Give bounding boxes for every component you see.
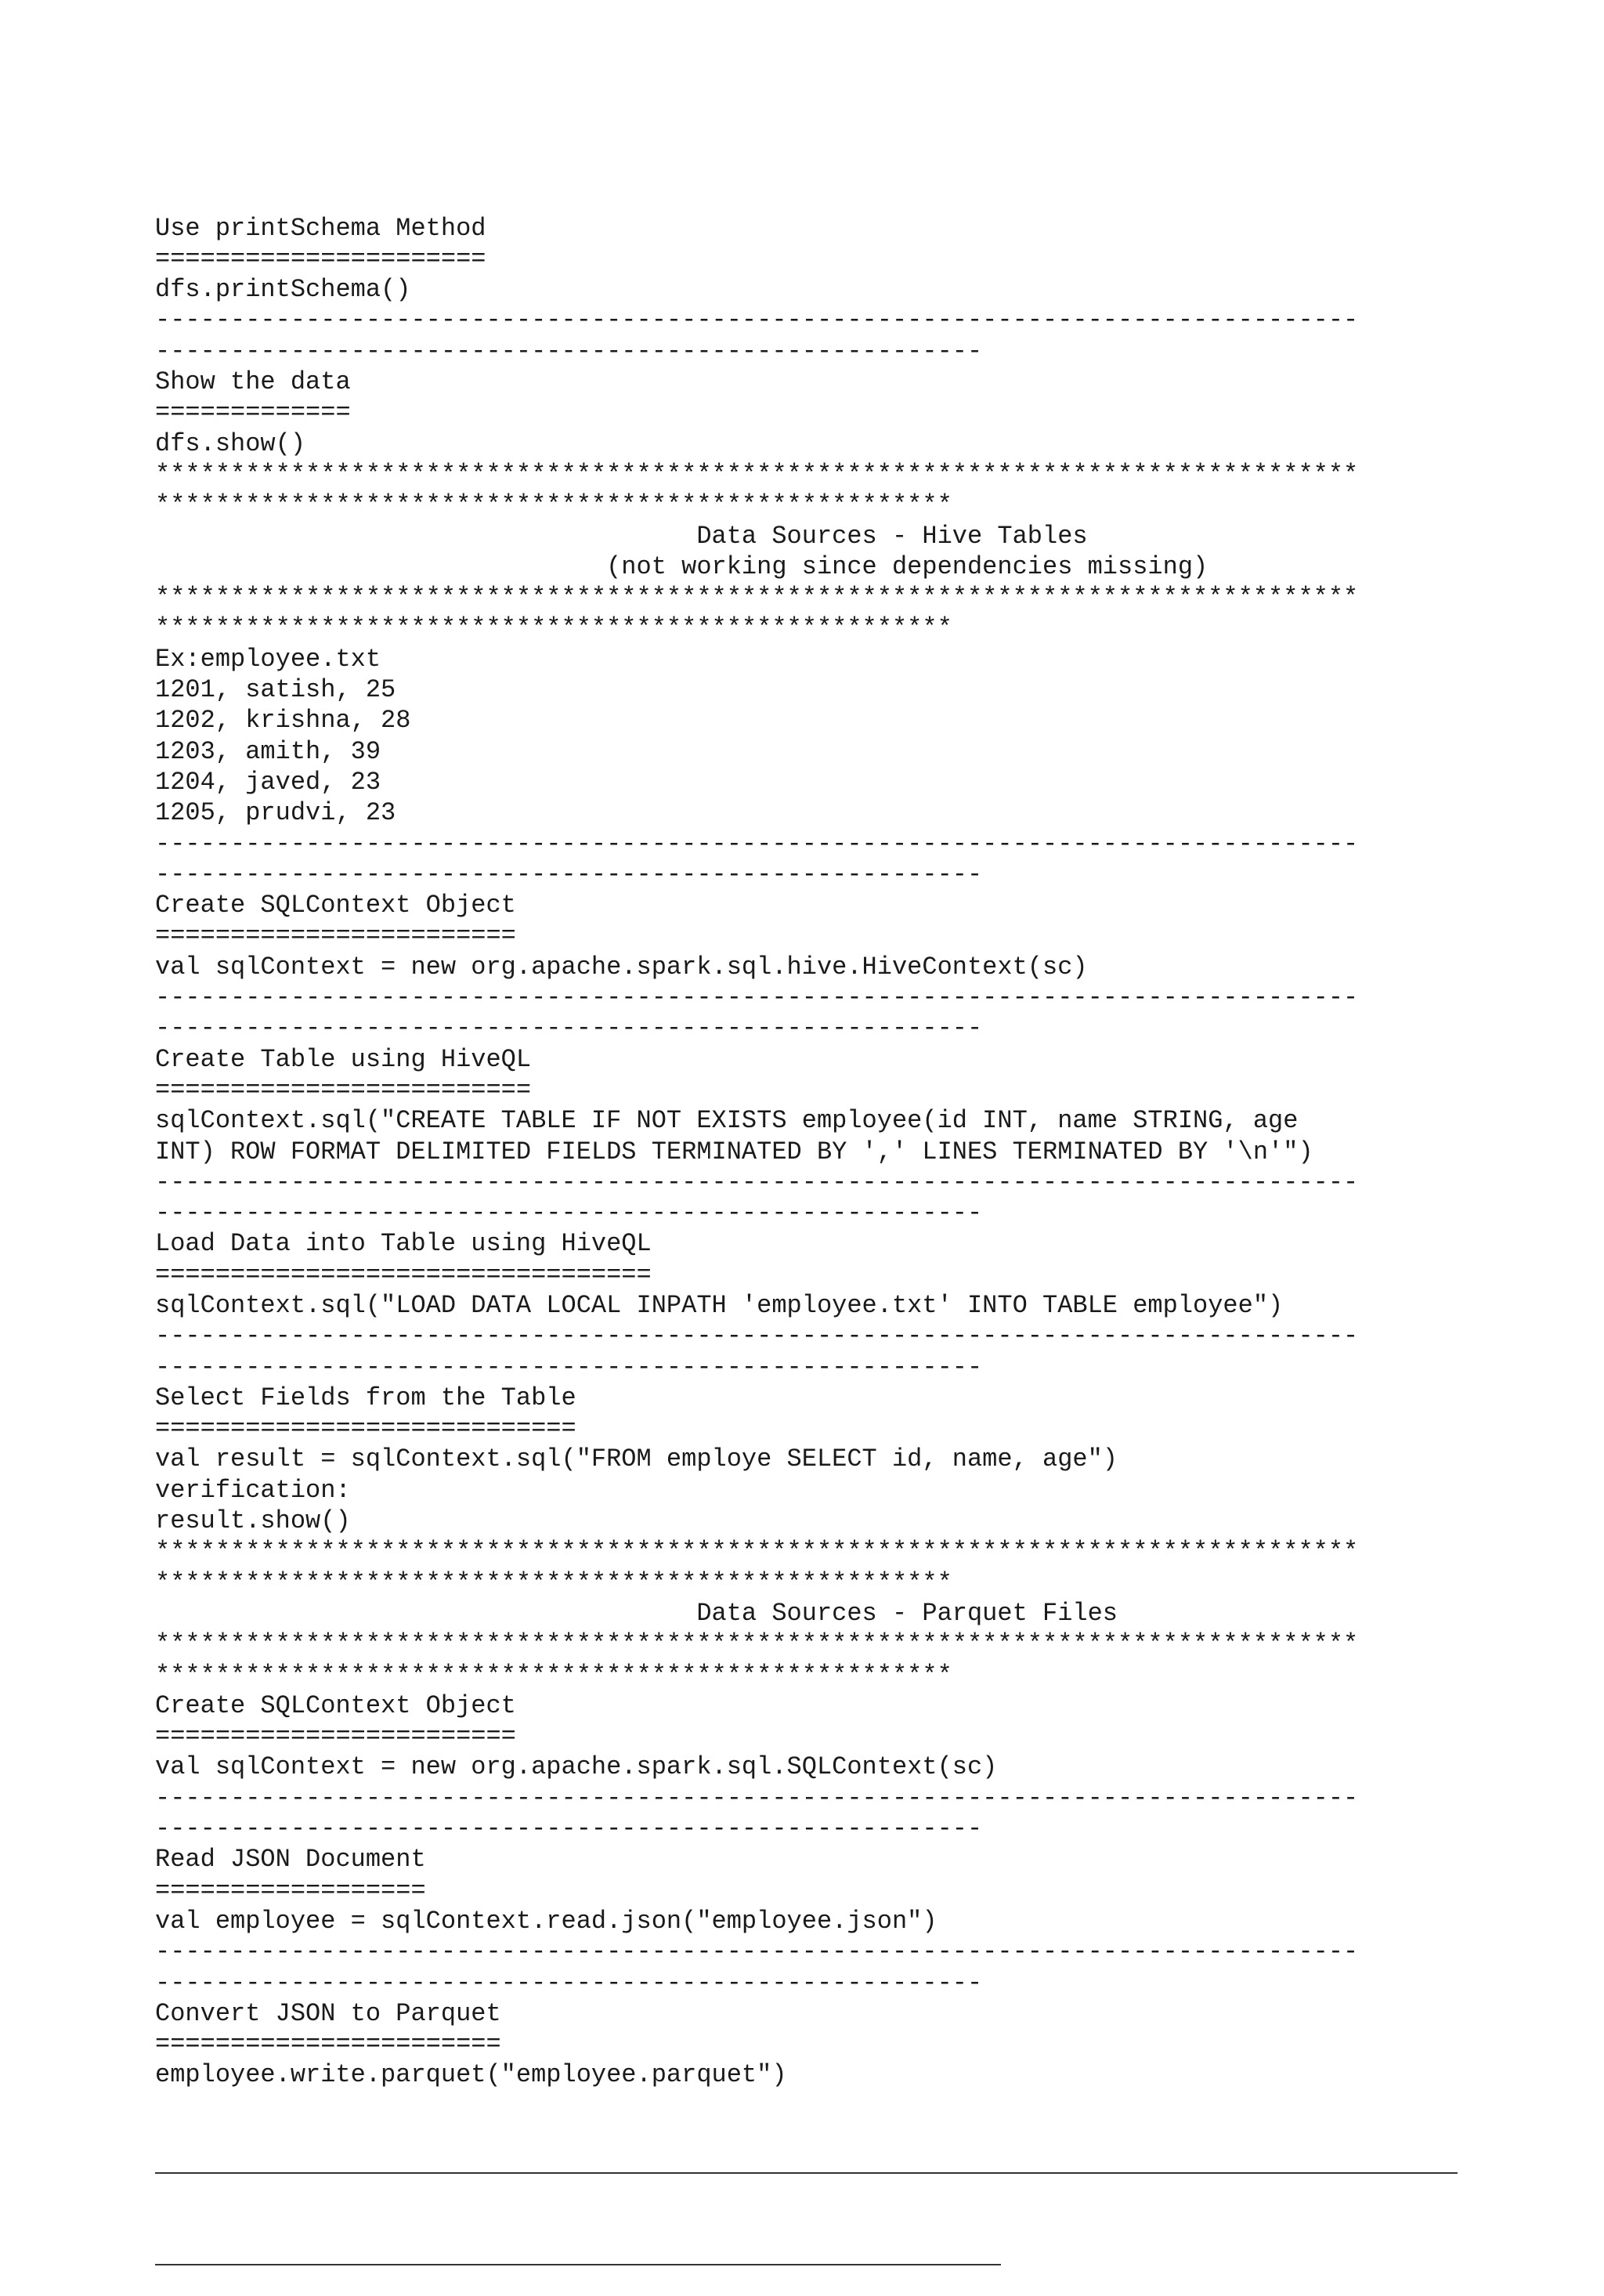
text-line: Create Table using HiveQL — [155, 1044, 532, 1074]
text-line: ====================== — [155, 244, 486, 273]
text-line: ------------------------------------------------------- — [155, 336, 983, 366]
text-line: result.show() — [155, 1506, 351, 1536]
text-line: Show the data — [155, 367, 351, 397]
text-line: Data Sources - Hive Tables — [155, 521, 1088, 551]
text-line: -------------------------------------------------------------------------------- — [155, 983, 1359, 1013]
text-line: (not working since dependencies missing) — [155, 551, 1208, 581]
text-line: -------------------------------------------------------------------------------- — [155, 829, 1359, 859]
text-line: ******************************************************************************** — [155, 1629, 1359, 1659]
text-line: 1205, prudvi, 23 — [155, 798, 396, 828]
text-line: ========================= — [155, 1075, 532, 1105]
text-line: dfs.show() — [155, 428, 306, 458]
text-line: ***************************************************** — [155, 613, 952, 643]
text-line: ------------------------------------------------------- — [155, 1352, 983, 1382]
text-line: Read JSON Document — [155, 1845, 426, 1875]
text-line: -------------------------------------------------------------------------------- — [155, 1783, 1359, 1813]
text-line: ------------------------------------------------------- — [155, 1814, 983, 1844]
text-line: ------------------------------------------------------- — [155, 1014, 983, 1043]
text-line: -------------------------------------------------------------------------------- — [155, 1167, 1359, 1197]
text-line: Data Sources - Parquet Files — [155, 1598, 1118, 1628]
text-line: ------------------------------------------------------- — [155, 859, 983, 889]
text-line: Create SQLContext Object — [155, 1690, 516, 1720]
text-line: ------------------------------------------------------- — [155, 1968, 983, 1998]
text-line: sqlContext.sql("LOAD DATA LOCAL INPATH 'employee.txt' INTO TABLE employee") — [155, 1290, 1284, 1320]
text-line: Convert JSON to Parquet — [155, 1998, 501, 2028]
text-line: ================== — [155, 1875, 426, 1905]
text-line: val sqlContext = new org.apache.spark.sql.hive.HiveContext(sc) — [155, 952, 1088, 982]
text-line: Use printSchema Method — [155, 213, 486, 243]
bottom-rule-long — [155, 2172, 1458, 2174]
text-line: ***************************************************** — [155, 490, 952, 520]
text-line: ******************************************************************************** — [155, 583, 1359, 613]
code-lines — [155, 213, 1465, 2091]
text-line: ======================== — [155, 921, 516, 951]
text-line: ******************************************************************************** — [155, 1537, 1359, 1567]
text-line: Load Data into Table using HiveQL — [155, 1229, 652, 1259]
text-line: Create SQLContext Object — [155, 891, 516, 920]
text-line: 1203, amith, 39 — [155, 736, 381, 766]
text-line: -------------------------------------------------------------------------------- — [155, 1937, 1359, 1967]
text-line: ******************************************************************************** — [155, 459, 1359, 489]
text-line: employee.write.parquet("employee.parquet") — [155, 2060, 787, 2090]
text-line: dfs.printSchema() — [155, 275, 411, 305]
text-line: Select Fields from the Table — [155, 1383, 576, 1412]
text-line: -------------------------------------------------------------------------------- — [155, 1322, 1359, 1351]
text-line: 1201, satish, 25 — [155, 675, 396, 705]
text-line: ***************************************************** — [155, 1660, 952, 1690]
text-line: INT) ROW FORMAT DELIMITED FIELDS TERMINATED BY ',' LINES TERMINATED BY '\n'") — [155, 1137, 1313, 1166]
text-line: ======================= — [155, 2030, 501, 2059]
text-line: ============= — [155, 398, 351, 428]
text-line: ***************************************************** — [155, 1567, 952, 1597]
text-line: 1204, javed, 23 — [155, 767, 381, 797]
bottom-rule-short — [155, 2264, 1001, 2265]
document-page — [155, 151, 1465, 2296]
text-line: ------------------------------------------------------- — [155, 1199, 983, 1228]
text-line: 1202, krishna, 28 — [155, 706, 411, 736]
text-line: ======================== — [155, 1722, 516, 1752]
text-line: val result = sqlContext.sql("FROM employe SELECT id, name, age") — [155, 1444, 1118, 1474]
text-line: -------------------------------------------------------------------------------- — [155, 306, 1359, 335]
text-line: ============================ — [155, 1414, 576, 1444]
text-line: verification: — [155, 1475, 351, 1505]
text-line: ================================= — [155, 1260, 652, 1289]
text-line: val employee = sqlContext.read.json("employee.json") — [155, 1906, 937, 1936]
text-line: sqlContext.sql("CREATE TABLE IF NOT EXISTS employee(id INT, name STRING, age — [155, 1106, 1299, 1136]
text-line: Ex:employee.txt — [155, 644, 381, 674]
text-line: val sqlContext = new org.apache.spark.sql.SQLContext(sc) — [155, 1752, 998, 1782]
